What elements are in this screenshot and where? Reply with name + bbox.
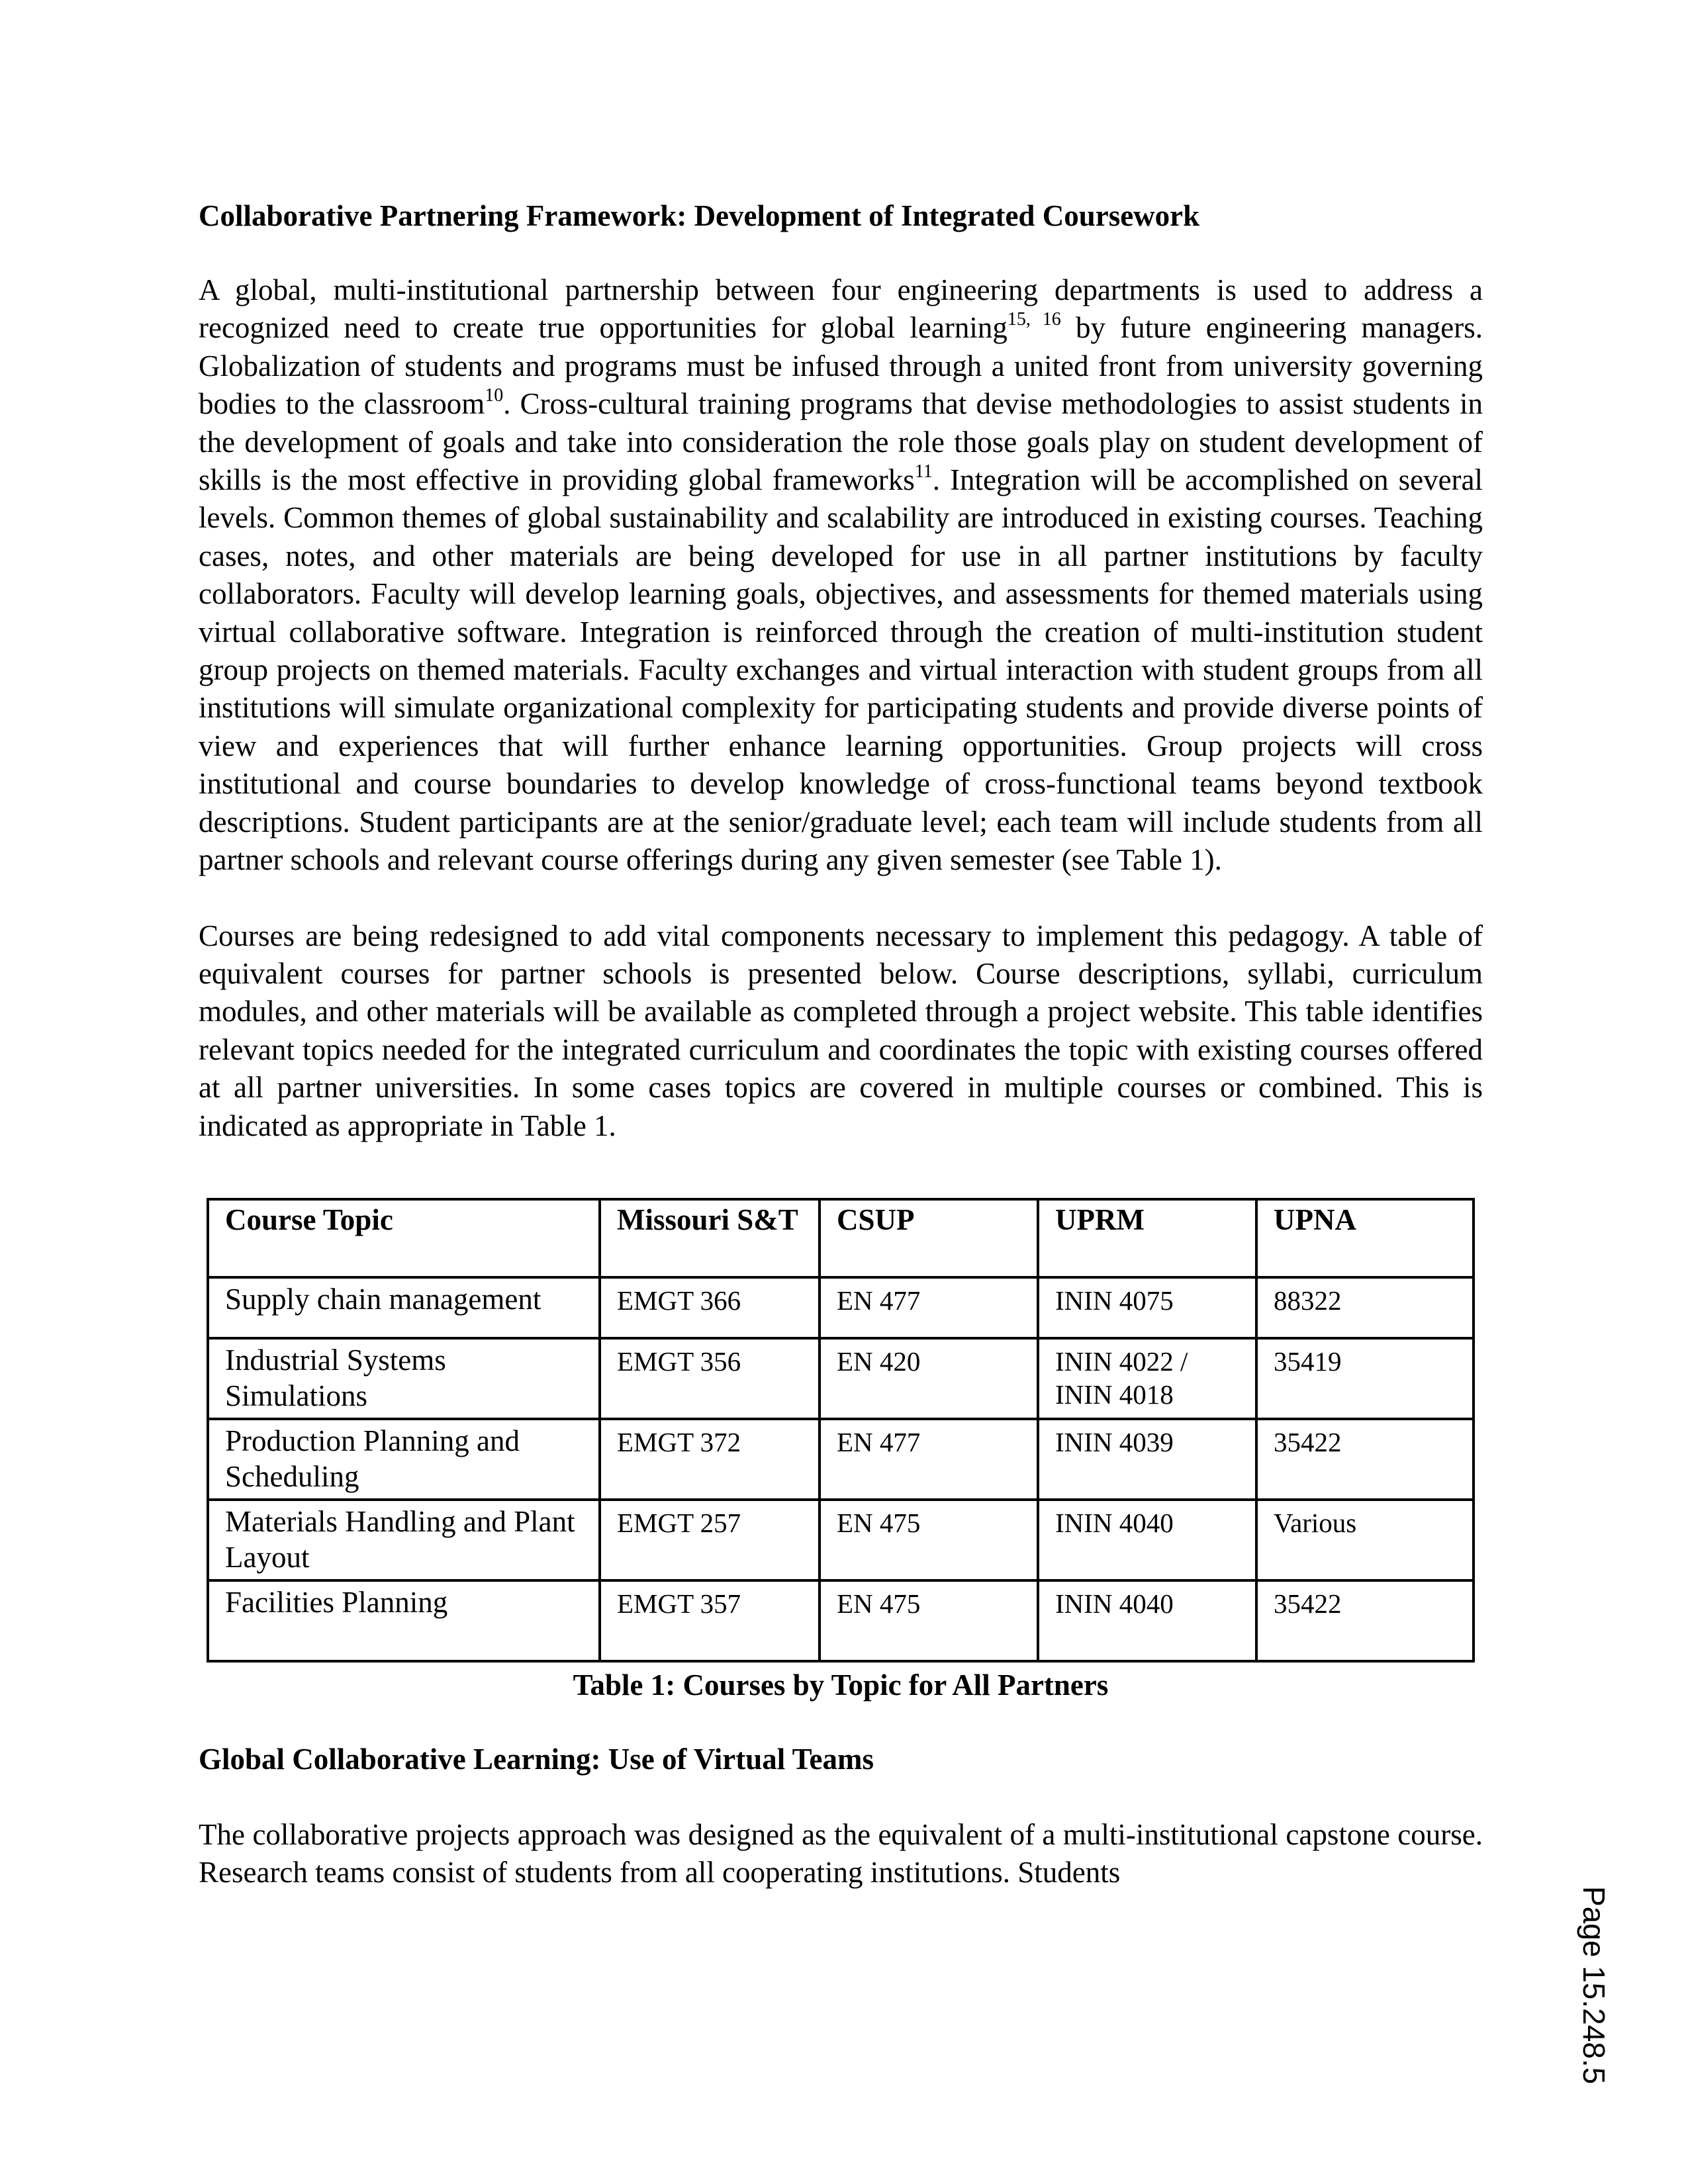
column-header: Missouri S&T [600,1199,820,1277]
column-header: CSUP [820,1199,1038,1277]
section-heading: Global Collaborative Learning: Use of Virtual Teams [199,1742,874,1776]
citation-superscript: 11 [914,461,933,482]
table-row [208,1338,1474,1419]
table-cell: ININ 4040 [1038,1580,1256,1661]
body-paragraph: Courses are being redesigned to add vital components necessary to implement this pedagogy. A table of equivalent courses for partner schools is presented below. Course descriptions, syllabi, curriculum modules, and other materials will be available as completed through a project website. This table identifies relevant topics needed for the integrated curriculum and coordinates the topic with existing courses offered at all partner universities. In some cases topics are covered in multiple courses or combined. This is indicated as appropriate in Table 1. [199,919,1483,1142]
table-header-row [208,1199,1474,1277]
table-cell: EN 475 [820,1500,1038,1580]
table-cell: 35419 [1256,1338,1474,1419]
table-cell: EMGT 257 [600,1500,820,1580]
paragraph-text: . Cross-cultural training programs that devise methodologies to assist students in the development of goals and take into consideration the role those goals play on student development of skills is the most effective in providing global frameworks [199,387,1483,497]
table-cell: ININ 4022 / ININ 4018 [1038,1338,1256,1419]
column-header: Course Topic [208,1199,600,1277]
section-heading: Collaborative Partnering Framework: Development of Integrated Coursework [199,199,1200,232]
column-header: UPRM [1038,1199,1256,1277]
table-cell: EN 477 [820,1419,1038,1500]
table-cell: 35422 [1256,1580,1474,1661]
table-row [208,1500,1474,1580]
table-cell: EMGT 356 [600,1338,820,1419]
table-cell: ININ 4075 [1038,1277,1256,1338]
table-cell: EN 477 [820,1277,1038,1338]
body-paragraph: The collaborative projects approach was designed as the equivalent of a multi-institutional capstone course. Research teams consist of students from all cooperating institutions. Students [199,1817,1483,1889]
citation-superscript: 10 [485,385,504,406]
column-header: UPNA [1256,1199,1474,1277]
page-number: Page 15.248.5 [1577,1886,1611,2085]
table-cell: EN 420 [820,1338,1038,1419]
table-row [208,1419,1474,1500]
page-content [199,197,1483,1892]
table-cell: EMGT 366 [600,1277,820,1338]
table-cell: Industrial Systems Simulations [208,1338,600,1419]
table-cell: Materials Handling and Plant Layout [208,1500,600,1580]
table-cell: Various [1256,1500,1474,1580]
table-cell: Supply chain management [208,1277,600,1338]
paragraph-text: . Integration will be accomplished on several levels. Common themes of global sustainability and scalability are introduced in existing courses. Teaching cases, notes, and other materials are being developed for use in all partner institutions by faculty collaborators. Faculty will develop learning goals, objectives, and assessments for themed materials using virtual collaborative software. Integration is reinforced through the creation of multi-institution student group projects on themed materials. Faculty exchanges and virtual interaction with student groups from all institutions will simulate organizational complexity for participating students and provide diverse points of view and experiences that will further enhance learning opportunities. Group projects will cross institutional and course boundaries to develop knowledge of cross-functional teams beyond textbook descriptions. Student participants are at the senior/graduate level; each team will include students from all partner schools and relevant course offerings during any given semester (see Table 1). [199,463,1483,877]
table-cell: EMGT 372 [600,1419,820,1500]
table-cell: EMGT 357 [600,1580,820,1661]
table-cell: ININ 4039 [1038,1419,1256,1500]
table-cell: 35422 [1256,1419,1474,1500]
table-caption: Table 1: Courses by Topic for All Partners [573,1668,1109,1702]
table-cell: ININ 4040 [1038,1500,1256,1580]
table-row [208,1580,1474,1661]
table-cell: Facilities Planning [208,1580,600,1661]
table-cell: 88322 [1256,1277,1474,1338]
table-cell: EN 475 [820,1580,1038,1661]
citation-superscript: 15, 16 [1007,309,1061,330]
table-row [208,1277,1474,1338]
courses-table [207,1198,1475,1662]
paragraph-text: by future engineering managers. Globalization of students and programs must be infused through a united front from university governing bodies to the classroom [199,311,1483,421]
paragraph-text: A global, multi-institutional partnership between four engineering departments is used to address a recognized need to create true opportunities for global learning [199,273,1483,345]
body-paragraph [199,271,1483,880]
table-cell: Production Planning and Scheduling [208,1419,600,1500]
